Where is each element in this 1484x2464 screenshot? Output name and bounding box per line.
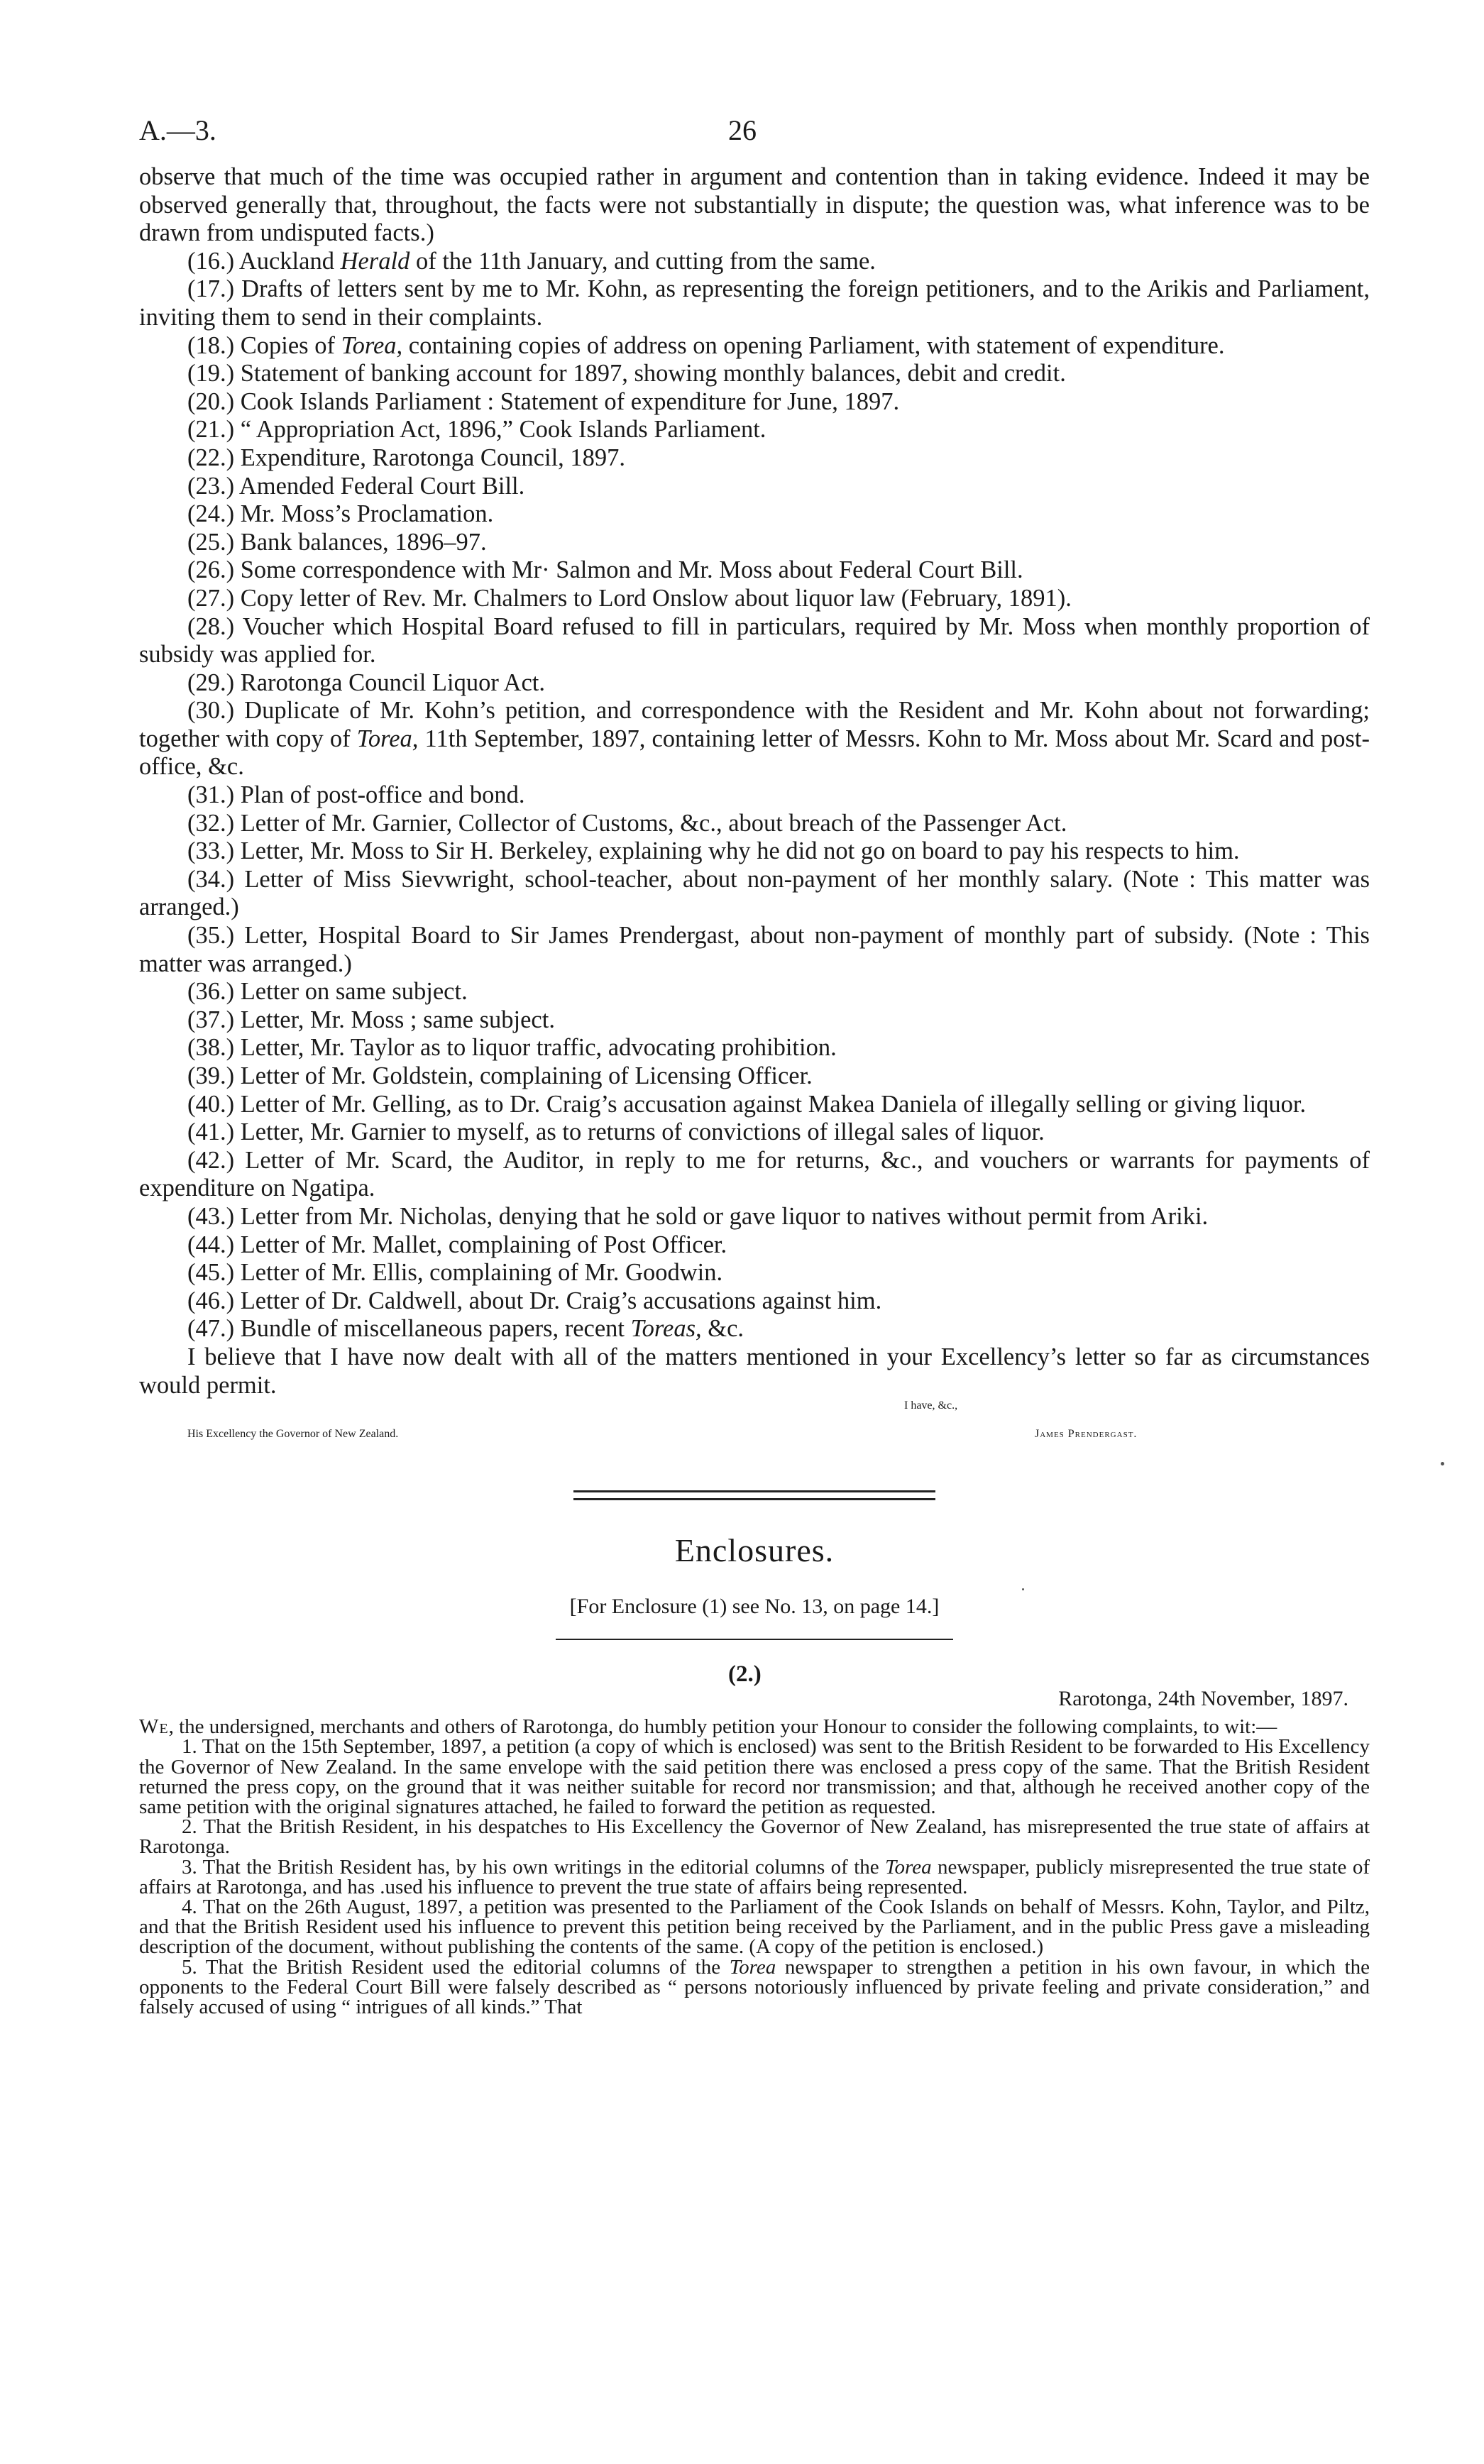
letter-body (139, 163, 1370, 1399)
enumerated-item: (40.) Letter of Mr. Gelling, as to Dr. Craig’s accusation against Makea Daniela of illegally selling or giving liquor. (187, 1090, 1307, 1118)
page-number: 26 (728, 114, 757, 146)
petition-complaint: 4. That on the 26th August, 1897, a petition was presented to the Parliament of the Cook Islands on behalf of Messrs. Kohn, Taylor, and Piltz, and that the British Resident used his influence to prevent this petition being received by the Parliament, and in the public Press gave a misleading description of the document, without publishing the contents of the same. (A copy of the petition is enclosed.) (139, 1895, 1370, 1959)
enumerated-item: (20.) Cook Islands Parliament : Statement of expenditure for June, 1897. (187, 387, 900, 415)
scan-speck (1022, 1588, 1024, 1590)
enumerated-item: (37.) Letter, Mr. Moss ; same subject. (187, 1006, 555, 1033)
enumerated-item: (39.) Letter of Mr. Goldstein, complaining of Licensing Officer. (187, 1062, 813, 1089)
enumerated-item: (36.) Letter on same subject. (187, 978, 468, 1006)
closing-i-have: I have, &c., (904, 1399, 958, 1412)
enumerated-item: (38.) Letter, Mr. Taylor as to liquor traffic, advocating prohibition. (187, 1034, 837, 1062)
paper-reference: A.—3. (139, 114, 216, 146)
enumerated-item: I believe that I have now dealt with all of the matters mentioned in your Excellency’s letter so far as circumstances would permit. (139, 1343, 1370, 1399)
paragraph-continued: observe that much of the time was occupied rather in argument and contention than in taking evidence. Indeed it may be observed generally that, throughout, the facts were not substantially in dispute; the question was, what inference was to be drawn from undisputed facts.) (139, 163, 1370, 247)
petition-text (139, 1717, 1370, 2017)
enclosure-number: (2.) (728, 1661, 762, 1688)
enumerated-item: (26.) Some correspondence with Mr· Salmon and Mr. Moss about Federal Court Bill. (187, 556, 1023, 584)
enumerated-item: (30.) Duplicate of Mr. Kohn’s petition, and correspondence with the Resident and Mr. Kohn about not forwarding; together with copy of Torea, 11th September, 1897, containing letter of Messrs. Kohn to Mr. Moss about Mr. Scard and post-office, &c. (139, 697, 1370, 781)
enumerated-item: (22.) Expenditure, Rarotonga Council, 1897. (187, 444, 626, 471)
closing-row-1 (139, 1399, 1370, 1428)
italic-title: Torea, (356, 725, 419, 752)
place-date: Rarotonga, 24th November, 1897. (1058, 1687, 1348, 1711)
enumerated-item: (23.) Amended Federal Court Bill. (187, 472, 525, 500)
petition-lead-word: We (139, 1715, 169, 1739)
enumerated-item: (31.) Plan of post-office and bond. (187, 781, 525, 809)
enclosures-heading: Enclosures. (674, 1532, 835, 1569)
italic-title: Torea (885, 1855, 932, 1879)
signature: James Prendergast. (1035, 1428, 1138, 1441)
enumerated-item: (28.) Voucher which Hospital Board refused to fill in particulars, required by Mr. Moss when monthly proportion of subsidy was applied for. (139, 612, 1370, 669)
enumerated-item: (27.) Copy letter of Rev. Mr. Chalmers to Lord Onslow about liquor law (February, 1891). (187, 584, 1072, 612)
enumerated-item: (19.) Statement of banking account for 1897, showing monthly balances, debit and credit. (187, 360, 1066, 387)
section-divider (573, 1490, 935, 1500)
petition-complaint: 5. That the British Resident used the editorial columns of the Torea newspaper to strengthen a petition in his own favour, in which the opponents to the Federal Court Bill were falsely described as “ persons notoriously influenced by private feeling and private consideration,” and falsely accused of using “ intrigues of all kinds.” That (139, 1955, 1370, 2018)
enclosure-number-row (139, 1661, 1370, 1711)
enumerated-item: (24.) Mr. Moss’s Proclamation. (187, 500, 494, 528)
enumerated-item: (46.) Letter of Dr. Caldwell, about Dr. Craig’s accusations against him. (187, 1287, 882, 1314)
enumerated-item: (43.) Letter from Mr. Nicholas, denying that he sold or gave liquor to natives without permit from Ariki. (187, 1202, 1209, 1230)
petition-complaint: 3. That the British Resident has, by his own writings in the editorial columns of the Torea newspaper, publicly misrepresented the true state of affairs at Rarotonga, and has .used his influence to prevent the true state of affairs being represented. (139, 1855, 1370, 1898)
scan-speck (1441, 1462, 1444, 1465)
enumerated-item: (18.) Copies of Torea, containing copies of address on opening Parliament, with statement of expenditure. (187, 331, 1225, 359)
enumerated-item: (21.) “ Appropriation Act, 1896,” Cook Islands Parliament. (187, 416, 766, 444)
petition-opening: We, the undersigned, merchants and others of Rarotonga, do humbly petition your Honour to consider the following complaints, to wit:— (139, 1715, 1277, 1739)
enumerated-item: (33.) Letter, Mr. Moss to Sir H. Berkeley, explaining why he did not go on board to pay his respects to him. (187, 837, 1240, 865)
enumerated-item: (32.) Letter of Mr. Garnier, Collector of Customs, &c., about breach of the Passenger Act. (187, 809, 1067, 837)
italic-title: Torea (729, 1955, 776, 1979)
enumerated-item: (45.) Letter of Mr. Ellis, complaining of Mr. Goodwin. (187, 1259, 723, 1287)
enumerated-item: (25.) Bank balances, 1896–97. (187, 528, 487, 556)
italic-title: Torea, (341, 331, 403, 359)
document-page (139, 114, 1370, 2017)
enumerated-item: (41.) Letter, Mr. Garnier to myself, as to returns of convictions of illegal sales of liquor. (187, 1118, 1045, 1146)
enumerated-item: (44.) Letter of Mr. Mallet, complaining of Post Officer. (187, 1231, 727, 1258)
enumerated-item: (16.) Auckland Herald of the 11th January, and cutting from the same. (187, 247, 876, 275)
italic-title: Herald (340, 247, 410, 275)
addressee: His Excellency the Governor of New Zealand. (187, 1428, 399, 1441)
closing-row-2 (139, 1428, 1370, 1456)
enumerated-item: (29.) Rarotonga Council Liquor Act. (187, 669, 545, 696)
running-header (139, 114, 1370, 156)
enumerated-item: (35.) Letter, Hospital Board to Sir James Prendergast, about non-payment of monthly part of subsidy. (Note : This matter was arranged.) (139, 922, 1370, 977)
enclosure-divider (556, 1639, 953, 1640)
enumerated-item: (17.) Drafts of letters sent by me to Mr. Kohn, as representing the foreign petitioners, and to the Arikis and Parliament, inviting them to send in their complaints. (139, 275, 1370, 331)
petition-complaint: 2. That the British Resident, in his despatches to His Excellency the Governor of New Zealand, has misrepresented the true state of affairs at Rarotonga. (139, 1815, 1370, 1859)
italic-title: Toreas, (630, 1315, 702, 1343)
petition-complaint: 1. That on the 15th September, 1897, a petition (a copy of which is enclosed) was sent to the British Resident to be forwarded to His Excellency the Governor of New Zealand. In the same envelope with the said petition there was enclosed a press copy of the same. That the British Resident returned the press copy, on the ground that it was neither suitable for record nor transmission; and that, although he received another copy of the same petition with the original signatures attached, he failed to forward the petition as requested. (139, 1735, 1370, 1818)
enumerated-item: (42.) Letter of Mr. Scard, the Auditor, in reply to me for returns, &c., and vouchers or warrants for payments of expenditure on Ngatipa. (139, 1146, 1370, 1202)
enclosure-note: [For Enclosure (1) see No. 13, on page 14.] (569, 1595, 940, 1619)
enumerated-item: (34.) Letter of Miss Sievwright, school-teacher, about non-payment of her monthly salary. (Note : This matter was arranged.) (139, 865, 1370, 921)
enumerated-item: (47.) Bundle of miscellaneous papers, recent Toreas, &c. (187, 1315, 744, 1343)
